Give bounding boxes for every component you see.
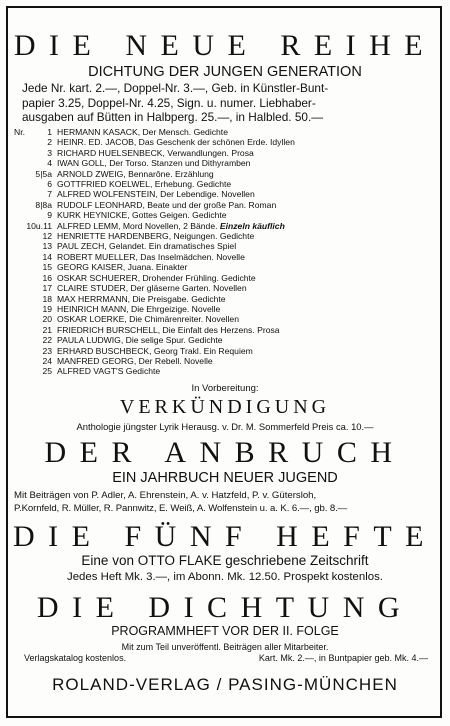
price-line: Jede Nr. kart. 2.—, Doppel-Nr. 3.—, Geb. in Künstler-Bunt- (22, 81, 329, 95)
item-number: 15 (42, 262, 52, 273)
item-text: ALFRED LEMM, Mord Novellen, 2 Bände. Einzeln käuflich (57, 220, 285, 231)
item-number: 10u.11 (26, 220, 52, 231)
item-number: 16 (42, 272, 52, 283)
neue-reihe-prices (22, 81, 432, 125)
list-item (14, 221, 434, 231)
anbruch-lines (14, 489, 438, 515)
list-item (14, 283, 434, 293)
item-text: MAX HERRMANN, Die Preisgabe. Gedichte (57, 293, 226, 304)
list-item (14, 304, 434, 314)
list-item (14, 294, 434, 304)
item-number: 8|8a (35, 199, 52, 210)
item-number: 4 (47, 158, 52, 169)
item-text: MANFRED GEORG, Der Rebell. Novelle (57, 355, 213, 366)
list-item (14, 314, 434, 324)
item-number: 2 (47, 137, 52, 148)
nr-label: Nr. (14, 127, 25, 137)
list-item (14, 346, 434, 356)
item-text: IWAN GOLL, Der Torso. Stanzen und Dithyramben (57, 158, 251, 169)
list-item (14, 366, 434, 376)
verkuendigung-pre: In Vorbereitung: (191, 383, 259, 394)
list-item (14, 335, 434, 345)
item-number: 23 (42, 345, 52, 356)
item-text: HEINRICH MANN, Die Ehrgeizige. Novelle (57, 303, 221, 314)
list-item (14, 137, 434, 147)
item-text: HERMANN KASACK, Der Mensch. Gedichte (57, 127, 228, 137)
dichtung-price: Kart. Mk. 2.—, in Buntpapier geb. Mk. 4.— (258, 653, 428, 663)
neue-reihe-title: DIE NEUE REIHE (13, 29, 437, 62)
item-text: PAULA LUDWIG, Die selige Spur. Gedichte (57, 335, 223, 346)
publisher: ROLAND-VERLAG / PASING-MÜNCHEN (52, 675, 398, 694)
item-number: 3 (47, 147, 52, 158)
item-number: 22 (42, 335, 52, 346)
price-line: papier 3.25, Doppel-Nr. 4.25, Sign. u. numer. Liebhaber- (22, 95, 316, 110)
item-number: 19 (42, 303, 52, 314)
item-text: ALFRED VAGT'S Gedichte (57, 366, 161, 377)
list-item (14, 356, 434, 366)
item-number: Nr. 1 (14, 127, 52, 137)
item-text: OSKAR SCHUERER, Drohender Frühling. Gedichte (57, 272, 256, 283)
item-number: 21 (42, 324, 52, 335)
anbruch-line: Mit Beiträgen von P. Adler, A. Ehrenstein, A. v. Hatzfeld, P. v. Gütersloh, (14, 490, 317, 501)
item-number: 24 (42, 355, 52, 366)
neue-reihe-subtitle: DICHTUNG DER JUNGEN GENERATION (88, 64, 362, 80)
list-item (14, 325, 434, 335)
dichtung-line1: Mit zum Teil unveröffentl. Beiträgen aller Mitarbeiter. (121, 642, 329, 652)
anbruch-subtitle: EIN JAHRBUCH NEUER JUGEND (112, 470, 338, 486)
item-number: 17 (42, 283, 52, 294)
item-text: RICHARD HUELSENBECK, Verwandlungen. Prosa (57, 147, 254, 158)
item-text: OSKAR LOERKE, Die Chimärenreiter. Novellen (57, 314, 239, 325)
fuenf-hefte-line2: Jedes Heft Mk. 3.—, im Abonn. Mk. 12.50. Prospekt kostenlos. (67, 571, 383, 583)
list-item (14, 169, 434, 179)
item-number: 13 (42, 241, 52, 252)
item-text: ARNOLD ZWEIG, Bennarône. Erzählung (57, 168, 214, 179)
item-number: 20 (42, 314, 52, 325)
fuenf-hefte-line1: Eine von OTTO FLAKE geschriebene Zeitschrift (81, 553, 369, 568)
item-number: 5|5a (35, 168, 52, 179)
item-number: 18 (42, 293, 52, 304)
item-text: KURK HEYNICKE, Gottes Geigen. Gedichte (57, 210, 227, 221)
item-number: 9 (47, 210, 52, 221)
dichtung-title: DIE DICHTUNG (36, 591, 414, 624)
item-text: ERHARD BUSCHBECK, Georg Trakl. Ein Requiem (57, 345, 253, 356)
item-number: 12 (42, 231, 52, 242)
item-text: PAUL ZECH, Gelandet. Ein dramatisches Spiel (57, 241, 237, 252)
list-item (14, 210, 434, 220)
item-text: ALFRED WOLFENSTEIN, Der Lebendige. Novellen (57, 189, 255, 200)
neue-reihe-list (14, 127, 434, 377)
list-item (14, 179, 434, 189)
item-text: ROBERT MUELLER, Das Inselmädchen. Novelle (57, 251, 245, 262)
anbruch-line: P.Kornfeld, R. Müller, R. Pannwitz, E. Weiß, A. Wolfenstein u. a. K. 6.—, gb. 8.— (14, 503, 348, 514)
dichtung-line2 (24, 653, 428, 664)
list-item (14, 148, 434, 158)
list-item (14, 252, 434, 262)
item-text: GOTTFRIED KOELWEL, Erhebung. Gedichte (57, 179, 232, 190)
verlagskatalog-note: Verlagskatalog kostenlos. (24, 653, 127, 663)
item-text: GEORG KAISER, Juana. Einakter (57, 262, 188, 273)
item-number: 25 (42, 366, 52, 377)
dichtung-subtitle: PROGRAMMHEFT VOR DER II. FOLGE (111, 624, 339, 638)
price-line: ausgaben auf Bütten in Halbperg. 25.—, in Halbled. 50.— (22, 110, 324, 125)
item-emphasis: Einzeln käuflich (219, 220, 285, 231)
item-number: 14 (42, 251, 52, 262)
fuenf-hefte-title: DIE FÜNF HEFTE (12, 520, 437, 553)
item-text: HEINR. ED. JACOB, Das Geschenk der schönen Erde. Idyllen (57, 137, 295, 148)
list-item (14, 127, 434, 137)
list-item (14, 189, 434, 199)
list-item (14, 231, 434, 241)
list-item (14, 158, 434, 168)
item-number: 7 (47, 189, 52, 200)
verkuendigung-line: Anthologie jüngster Lyrik Herausg. v. Dr. M. Sommerfeld Preis ca. 10.— (76, 421, 374, 432)
item-text: FRIEDRICH BURSCHELL, Die Einfalt des Herzens. Prosa (57, 324, 280, 335)
item-number: 6 (47, 179, 52, 190)
verkuendigung-title: VERKÜNDIGUNG (119, 396, 331, 418)
item-text: HENRIETTE HARDENBERG, Neigungen. Gedichte (57, 231, 255, 242)
list-item (14, 241, 434, 251)
list-item (14, 273, 434, 283)
item-text: RUDOLF LEONHARD, Beate und der große Pan. Roman (57, 199, 277, 210)
list-item (14, 262, 434, 272)
anbruch-title: DER ANBRUCH (44, 436, 406, 469)
item-text: CLAIRE STUDER, Der gläserne Garten. Novellen (57, 283, 247, 294)
list-item (14, 200, 434, 210)
